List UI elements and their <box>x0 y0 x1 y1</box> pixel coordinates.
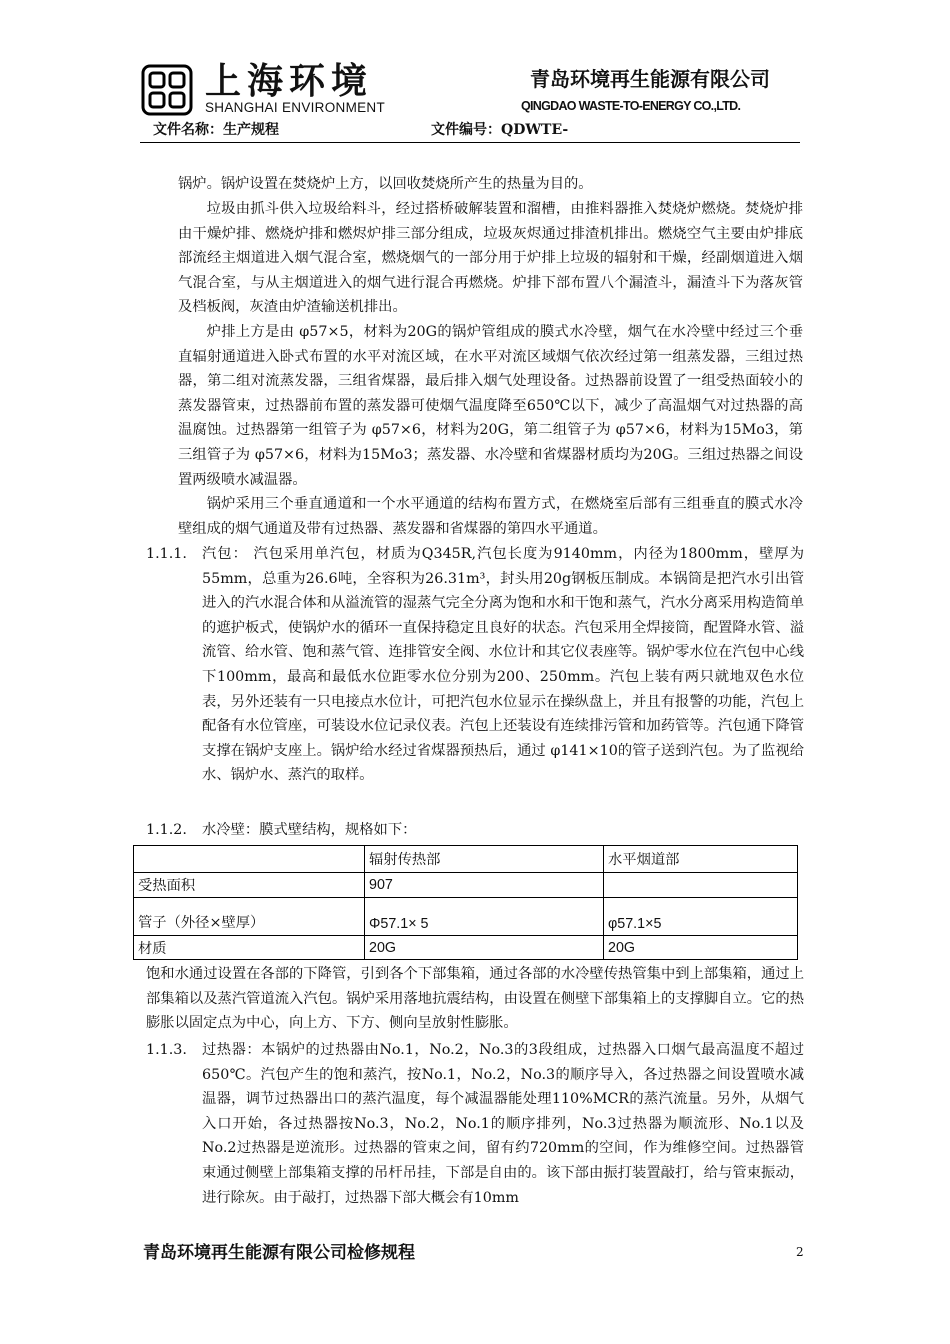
header-divider <box>140 142 800 143</box>
company-name-cn: 青岛环境再生能源有限公司 <box>530 67 770 91</box>
section-3-text: 过热器：本锅炉的过热器由No.1，No.2，No.3的3段组成，过热器入口烟气最高温度不超过650℃。汽包产生的饱和蒸汽，按No.1，No.2，No.3的顺序导入，各过热器之间设置喷水减温器，调节过热器出口的蒸汽温度，每个减温器能处理110%MCR的蒸汽流量。另外，从烟气入口开始，各过热器按No.3，No.2，No.1的顺序排列，No.3过热器为顺流形、No.1以及No.2过热器是逆流形。过热器的管束之间，留有约720mm的空间，作为维修空间。过热器管束通过侧壁上部集箱支撑的吊杆吊挂，下部是自由的。该下部由振打装置敲打，给与管束振动，进行除灰。由于敲打，过热器下部大概会有10mm <box>202 1042 804 1206</box>
company-name-en: QINGDAO WASTE-TO-ENERGY CO.,LTD. <box>521 99 741 113</box>
section-2-text: 水冷壁：膜式壁结构，规格如下： <box>202 822 417 838</box>
table-header-cell <box>134 846 365 873</box>
table-cell: φ57.1×5 <box>604 898 798 936</box>
water-wall-spec-table <box>133 845 798 960</box>
table-cell: 受热面积 <box>134 873 365 898</box>
table-header-cell: 水平烟道部 <box>604 846 798 873</box>
section-1-text: 汽包： 汽包采用单汽包，材质为Q345R,汽包长度为9140mm，内径为1800mm，壁厚为55mm，总重为26.6吨，全容积为26.31m³，封头用20g钢板压制成。本锅筒是把汽水引出管进入的汽水混合体和从溢流管的湿蒸气完全分离为饱和水和干饱和蒸气，汽水分离采用构造简单的遮护板式，使锅炉水的循环一直保持稳定且良好的状态。汽包采用全焊接筒，配置降水管、溢流管、给水管、饱和蒸气管、连排管安全阀、水位计和其它仪表座等。锅炉零水位在汽包中心线下100mm，最高和最低水位距零水位分别为200、250mm。汽包上装有两只就地双色水位表，另外还装有一只电接点水位计，可把汽包水位显示在操纵盘上，并且有报警的功能，汽包上配备有水位管座，可装设水位记录仪表。汽包上还装设有连续排污管和加药管等。汽包通下降管支撑在锅炉支座上。锅炉给水经过省煤器预热后，通过 φ141×10的管子送到汽包。为了监视给水、锅炉水、蒸汽的取样。 <box>202 546 804 784</box>
paragraph-4: 锅炉采用三个垂直通道和一个水平通道的结构布置方式，在燃烧室后部有三组垂直的膜式水冷壁组成的烟气通道及带有过热器、蒸发器和省煤器的第四水平通道。 <box>178 496 803 537</box>
table-header-row <box>134 846 798 873</box>
table-cell: Φ57.1× 5 <box>365 898 604 936</box>
paragraph-1: 锅炉。锅炉设置在焚烧炉上方，以回收焚烧所产生的热量为目的。 <box>178 176 593 192</box>
table-cell: 907 <box>365 873 604 898</box>
section-2-number: 1.1.2. <box>146 822 187 838</box>
paragraph-after-table: 饱和水通过设置在各部的下降管，引到各个下部集箱，通过各部的水冷壁传热管集中到上部集箱，通过上部集箱以及蒸汽管道流入汽包。锅炉采用落地抗震结构，由设置在侧壁下部集箱上的支撑脚自立。它的热膨胀以固定点为中心，向上方、下方、侧向呈放射性膨胀。 <box>146 966 804 1032</box>
footer-title: 青岛环境再生能源有限公司检修规程 <box>143 1243 415 1263</box>
file-number-label: 文件编号：QDWTE- <box>431 122 569 138</box>
table-header-cell: 辐射传热部 <box>365 846 604 873</box>
logo-english-text: SHANGHAI ENVIRONMENT <box>205 100 386 115</box>
table-row <box>134 936 798 960</box>
page-number: 2 <box>796 1245 804 1259</box>
section-3-number: 1.1.3. <box>146 1042 187 1058</box>
table-cell: 材质 <box>134 936 365 960</box>
file-name-label: 文件名称：生产规程 <box>153 122 279 138</box>
table-row <box>134 898 798 936</box>
paragraph-3: 炉排上方是由 φ57×5，材料为20G的锅炉管组成的膜式水冷壁，烟气在水冷壁中经过三个垂直辐射通道进入卧式布置的水平对流区域，在水平对流区域烟气依次经过第一组蒸发器，三组过热器，第二组对流蒸发器，三组省煤器，最后排入烟气处理设备。过热器前设置了一组受热面较小的蒸发器管束，过热器前布置的蒸发器可使烟气温度降至650℃以下，减少了高温烟气对过热器的高温腐蚀。过热器第一组管子为 φ57×6，材料为20G，第二组管子为 φ57×6，材料为15Mo3，第三组管子为 φ57×6，材料为15Mo3；蒸发器、水冷壁和省煤器材质均为20G。三组过热器之间设置两级喷水减温器。 <box>178 324 803 488</box>
table-cell: 20G <box>604 936 798 960</box>
table-row <box>134 873 798 898</box>
shanghai-environment-logo-icon <box>141 64 193 116</box>
table-cell: 20G <box>365 936 604 960</box>
paragraph-2: 垃圾由抓斗供入垃圾给料斗，经过搭桥破解装置和溜槽，由推料器推入焚烧炉燃烧。焚烧炉排由干燥炉排、燃烧炉排和燃烬炉排三部分组成，垃圾灰烬通过排渣机排出。燃烧空气主要由炉排底部流经主烟道进入烟气混合室，燃烧烟气的一部分用于炉排上垃圾的辐射和干燥，经副烟道进入烟气混合室，与从主烟道进入的烟气进行混合再燃烧。炉排下部布置八个漏渣斗，漏渣斗下为落灰管及档板阀，灰渣由炉渣输送机排出。 <box>178 201 803 316</box>
table-cell <box>604 873 798 898</box>
logo-chinese-text: 上海环境 <box>205 61 374 102</box>
table-cell: 管子（外径×壁厚） <box>134 898 365 936</box>
section-1-number: 1.1.1. <box>146 546 187 562</box>
